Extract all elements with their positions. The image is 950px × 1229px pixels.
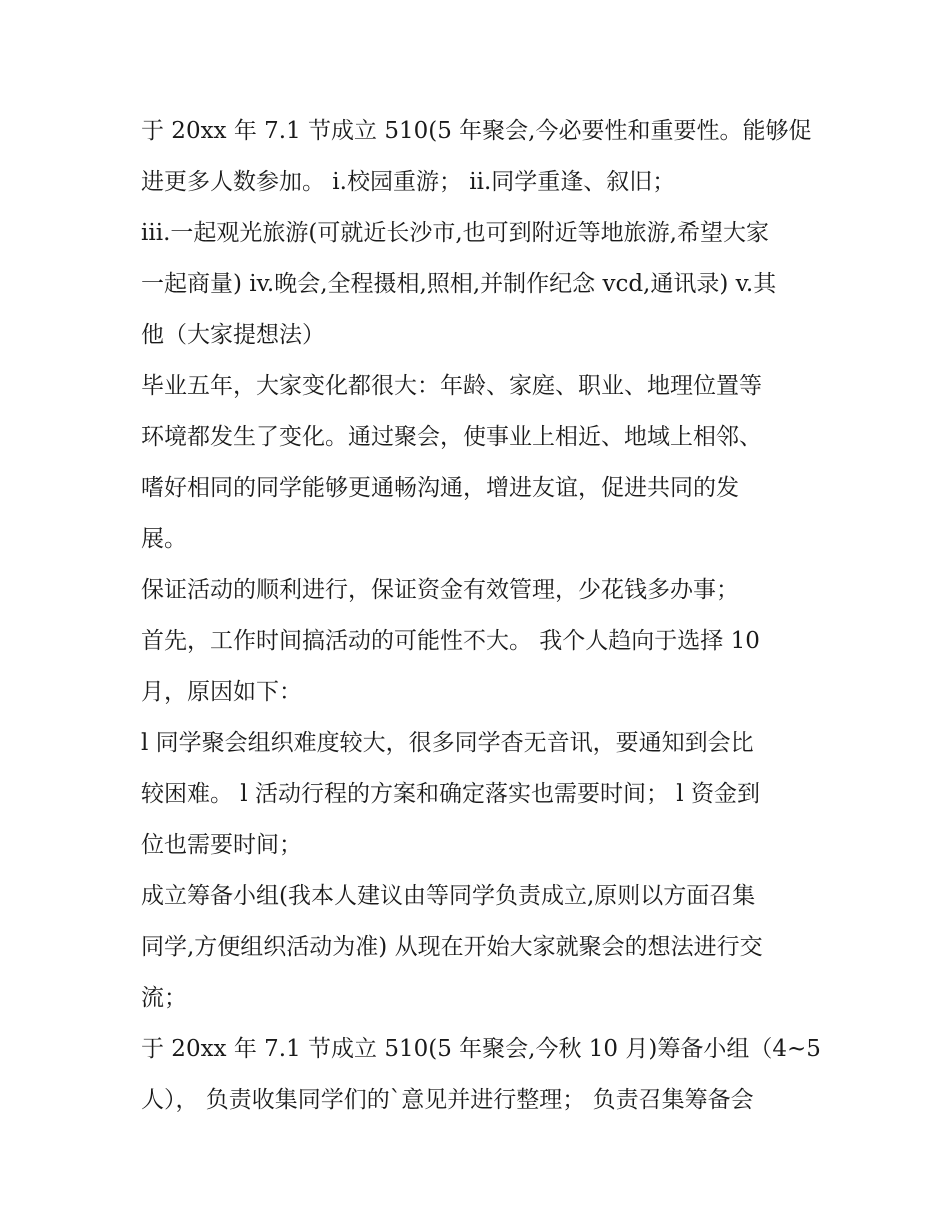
text-line: 首先，工作时间搞活动的可能性不大。 我个人趋向于选择 10 bbox=[141, 628, 760, 654]
text-line: 保证活动的顺利进行，保证资金有效管理，少花钱多办事； bbox=[141, 577, 739, 603]
text-line: 嗜好相同的同学能够更通畅沟通，增进友谊，促进共同的发 bbox=[141, 475, 739, 501]
text-line: 毕业五年，大家变化都很大：年龄、家庭、职业、地理位置等 bbox=[141, 373, 762, 399]
text-line: 展。 bbox=[141, 526, 187, 552]
text-line: 较困难。 l 活动行程的方案和确定落实也需要时间； l 资金到 bbox=[141, 781, 760, 807]
text-line: 位也需要时间； bbox=[141, 832, 302, 858]
text-line: 月，原因如下： bbox=[141, 679, 302, 705]
text-line: iii.一起观光旅游(可就近长沙市,也可到附近等地旅游,希望大家 bbox=[141, 220, 769, 246]
text-line: l 同学聚会组织难度较大，很多同学杳无音讯，要通知到会比 bbox=[141, 730, 754, 756]
text-line: 进更多人数参加。 i.校园重游； ii.同学重逢、叙旧； bbox=[141, 169, 676, 195]
text-line: 同学,方便组织活动为准) 从现在开始大家就聚会的想法进行交 bbox=[141, 934, 763, 960]
text-line: 流； bbox=[141, 985, 187, 1011]
text-line: 人）， 负责收集同学们的`意见并进行整理； 负责召集筹备会 bbox=[141, 1087, 754, 1113]
body-text bbox=[141, 106, 821, 1126]
text-line: 于 20xx 年 7.1 节成立 510(5 年聚会,今秋 10 月)筹备小组（4~5 bbox=[141, 1036, 821, 1062]
text-line: 成立筹备小组(我本人建议由等同学负责成立,原则以方面召集 bbox=[141, 883, 756, 909]
text-line: 环境都发生了变化。通过聚会，使事业上相近、地域上相邻、 bbox=[141, 424, 762, 450]
text-line: 于 20xx 年 7.1 节成立 510(5 年聚会,今必要性和重要性。能够促 bbox=[141, 118, 812, 144]
text-line: 他（大家提想法） bbox=[141, 322, 325, 348]
text-line: 一起商量) iv.晚会,全程摄相,照相,并制作纪念 vcd,通讯录) v.其 bbox=[141, 271, 777, 297]
